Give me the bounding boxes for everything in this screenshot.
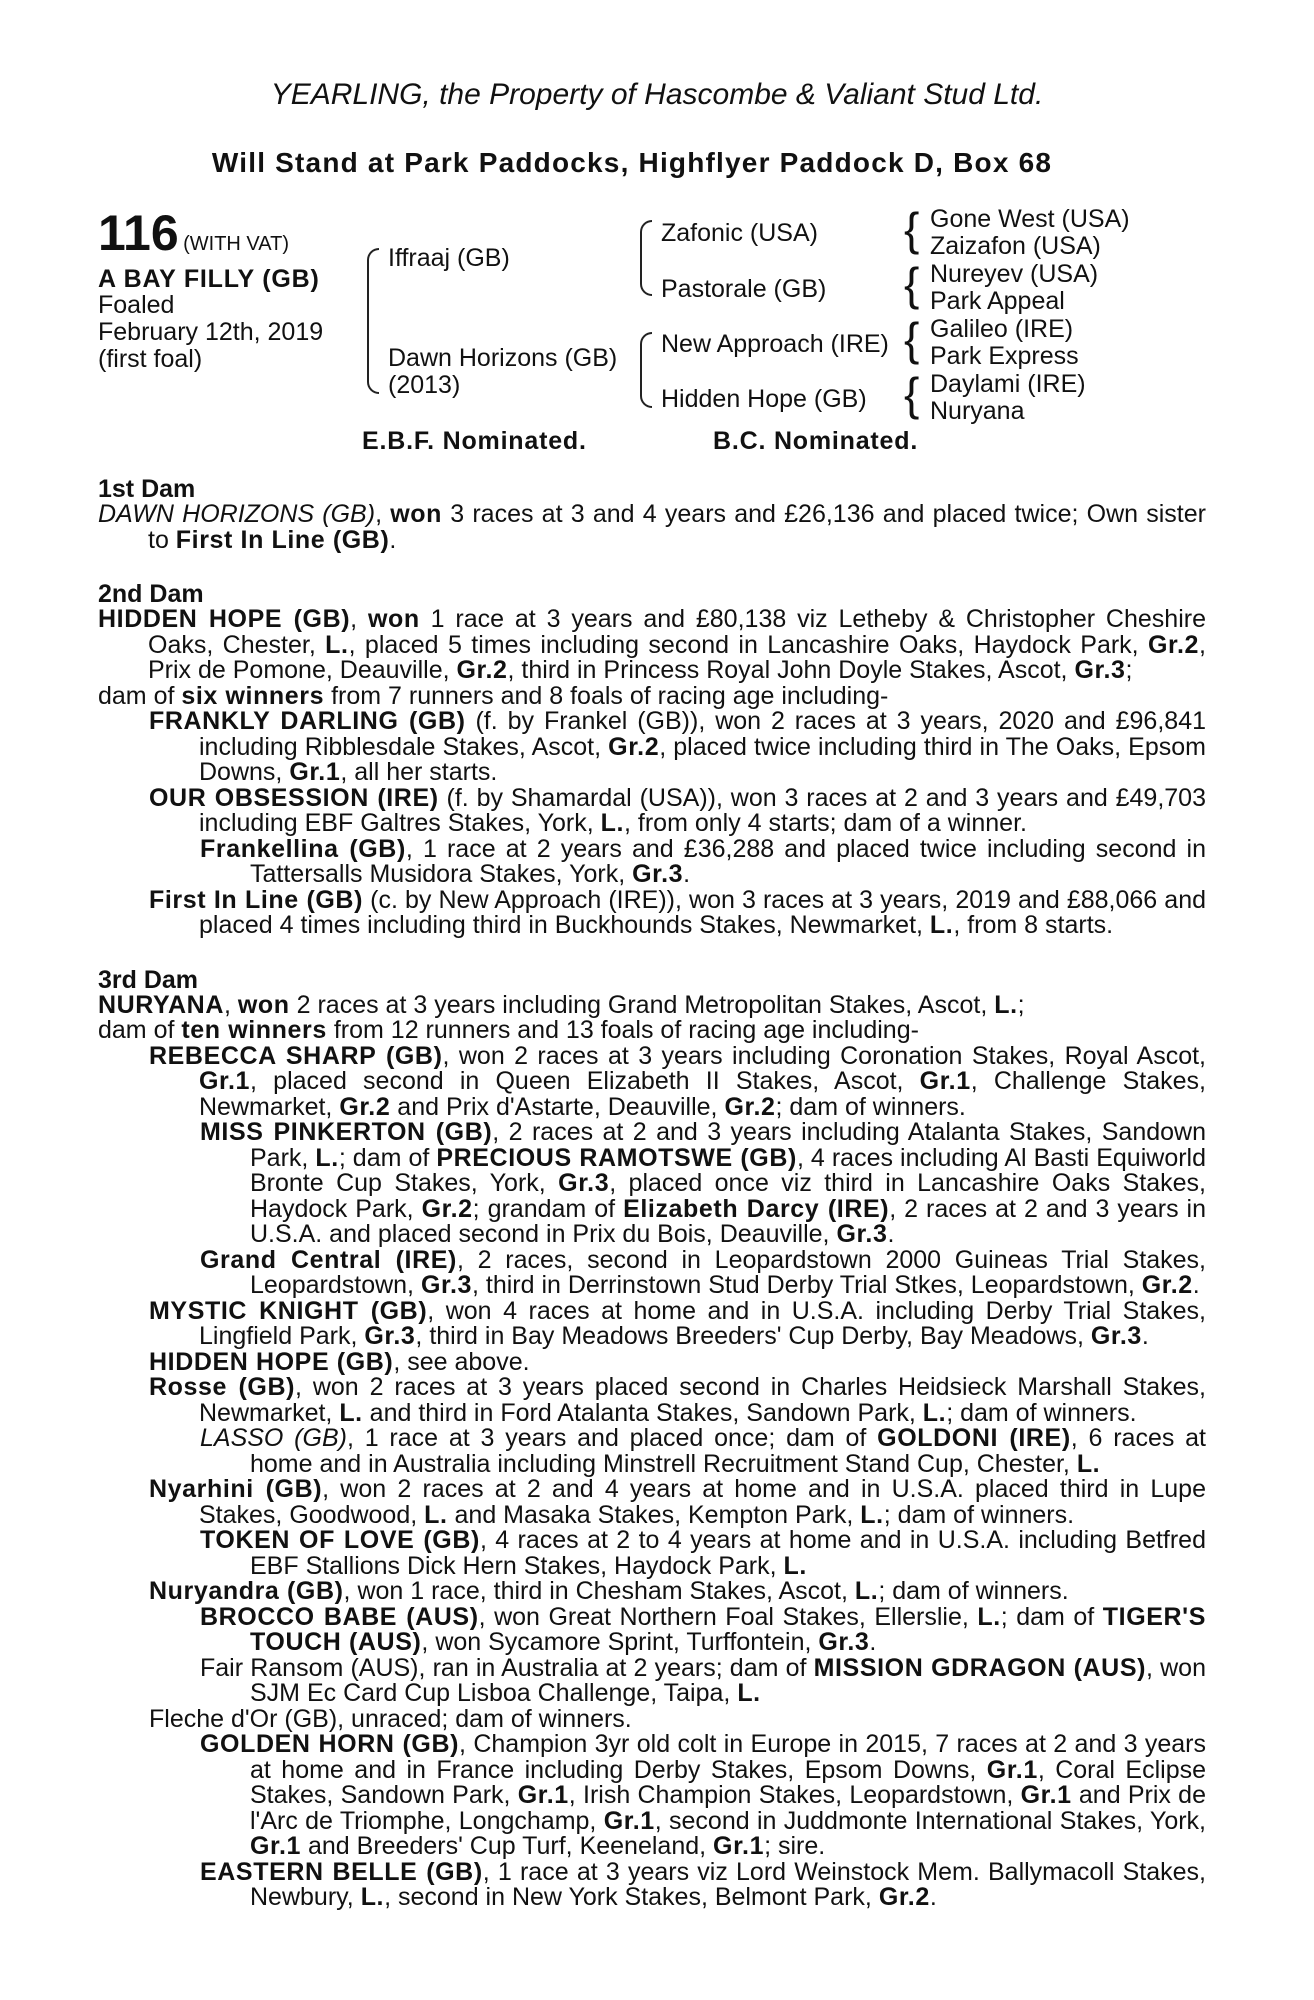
produce-entry: Nuryandra (GB), won 1 race, third in Chesham Stakes, Ascot, L.; dam of winners. <box>149 1577 1069 1605</box>
produce-entry: EASTERN BELLE (GB), 1 race at 3 years viz Lord Weinstock Mem. Ballymacoll Stakes, Newbury, L., second in New York Stakes, Belmont Park, Gr.2. <box>200 1857 1206 1911</box>
pedigree-bracket-1 <box>367 248 379 394</box>
produce-entry: Nyarhini (GB), won 2 races at 2 and 4 years at home and in U.S.A. placed third in Lupe Stakes, Goodwood, L. and Masaka Stakes, Kempton Park, L.; dam of winners. <box>149 1475 1206 1529</box>
pedigree-bracket-2b <box>640 332 652 408</box>
pedigree-bracket-2a <box>640 220 652 296</box>
first-dam-paragraph: DAWN HORIZONS (GB), won 3 races at 3 and 4 years and £26,136 and placed twice; Own sister to First In Line (GB). <box>98 500 1206 554</box>
produce-entry: Rosse (GB), won 2 races at 3 years placed second in Charles Heidsieck Marshall Stakes, Newmarket, L. and third in Ford Atalanta Stakes, Sandown Park, L.; dam of winners. <box>149 1373 1206 1427</box>
produce-entry: HIDDEN HOPE (GB), see above. <box>149 1347 530 1376</box>
lot-number: 116 <box>98 205 179 261</box>
pedigree-brace-1: { <box>904 203 920 255</box>
sire: Iffraaj (GB) <box>388 244 510 272</box>
produce-entry: FRANKLY DARLING (GB) (f. by Frankel (GB)), won 2 races at 3 years, 2020 and £96,841 including Ribblesdale Stakes, Ascot, Gr.2, placed twice including third in The Oaks, Epsom Downs, Gr.1, all her starts. <box>149 707 1206 786</box>
dam: Dawn Horizons (GB) <box>388 344 618 372</box>
produce-entry: GOLDEN HORN (GB), Champion 3yr old colt in Europe in 2015, 7 races at 2 and 3 years at home and in France including Derby Stakes, Epsom Downs, Gr.1, Coral Eclipse Stakes, Sandown Park, Gr.1, Irish Champion Stakes, Leopardstown, Gr.1 and Prix de l'Arc de Triomphe, Longchamp, Gr.1, second in Juddmonte International Stakes, York, Gr.1 and Breeders' Cup Turf, Keeneland, Gr.1; sire. <box>200 1730 1207 1860</box>
produce-entry: Frankellina (GB), 1 race at 2 years and £36,288 and placed twice including second in Tattersalls Musidora Stakes, York, Gr.3. <box>200 834 1206 888</box>
sire-dam: Pastorale (GB) <box>661 275 827 303</box>
foaled-date: February 12th, 2019 <box>98 318 324 346</box>
foaled-label: Foaled <box>98 291 175 319</box>
page-title: YEARLING, the Property of Hascombe & Valiant Stud Ltd. <box>270 78 1044 111</box>
dam-dam: Hidden Hope (GB) <box>661 385 867 413</box>
great-grandsire-3: Galileo (IRE) <box>930 315 1074 343</box>
great-granddam-3: Park Express <box>930 342 1079 370</box>
section-title-second-dam: 2nd Dam <box>98 580 204 608</box>
pedigree-brace-3: { <box>904 313 920 365</box>
produce-entry: Fair Ransom (AUS), ran in Australia at 2 years; dam of MISSION GDRAGON (AUS), won SJM Ec Card Cup Lisboa Challenge, Taipa, L. <box>200 1653 1206 1707</box>
ebf-nomination: E.B.F. Nominated. <box>362 427 587 455</box>
produce-entry: First In Line (GB) (c. by New Approach (IRE)), won 3 races at 3 years, 2019 and £88,066 and placed 4 times including third in Buckhounds Stakes, Newmarket, L., from 8 starts. <box>149 885 1207 939</box>
great-granddam-2: Park Appeal <box>930 287 1065 315</box>
pedigree-notes <box>98 476 1206 1911</box>
great-grandsire-4: Daylami (IRE) <box>930 370 1086 398</box>
sire-sire: Zafonic (USA) <box>661 219 818 247</box>
produce-entry: BROCCO BABE (AUS), won Great Northern Foal Stakes, Ellerslie, L.; dam of TIGER'S TOUCH (AUS), won Sycamore Sprint, Turffontein, Gr.3. <box>200 1602 1206 1656</box>
second-dam-produce-summary: dam of six winners from 7 runners and 8 foals of racing age including- <box>98 681 889 710</box>
third-dam-paragraph: NURYANA, won 2 races at 3 years including Grand Metropolitan Stakes, Ascot, L.; <box>98 990 1025 1019</box>
section-title-third-dam: 3rd Dam <box>98 965 199 994</box>
produce-entry: LASSO (GB), 1 race at 3 years and placed once; dam of GOLDONI (IRE), 6 races at home and in Australia including Minstrell Recruitment Stand Cup, Chester, L. <box>200 1424 1207 1478</box>
produce-entry: Grand Central (IRE), 2 races, second in Leopardstown 2000 Guineas Trial Stakes, Leopardstown, Gr.3, third in Derrinstown Stud Derby Trial Stkes, Leopardstown, Gr.2. <box>200 1245 1207 1299</box>
produce-entry: TOKEN OF LOVE (GB), 4 races at 2 to 4 years at home and in U.S.A. including Betfred EBF Stallions Dick Hern Stakes, Haydock Park, L. <box>200 1526 1206 1580</box>
produce-entry: MISS PINKERTON (GB), 2 races at 2 and 3 years including Atalanta Stakes, Sandown Park, L.; dam of PRECIOUS RAMOTSWE (GB), 4 races including Al Basti Equiworld Bronte Cup Stakes, York, Gr.3, placed once viz third in Lancashire Oaks Stakes, Haydock Park, Gr.2; grandam of Elizabeth Darcy (IRE), 2 races at 2 and 3 years in U.S.A. and placed second in Prix du Bois, Deauville, Gr.3. <box>200 1118 1207 1248</box>
pedigree-brace-2: { <box>904 258 920 310</box>
foal-note: (first foal) <box>98 345 203 373</box>
produce-entry: REBECCA SHARP (GB), won 2 races at 3 years including Coronation Stakes, Royal Ascot, Gr.1, placed second in Queen Elizabeth II Stakes, Ascot, Gr.1, Challenge Stakes, Newmarket, Gr.2 and Prix d'Astarte, Deauville, Gr.2; dam of winners. <box>149 1041 1206 1121</box>
third-dam-produce-summary: dam of ten winners from 12 runners and 13 foals of racing age including- <box>98 1016 919 1044</box>
produce-entry: Fleche d'Or (GB), unraced; dam of winners. <box>149 1704 632 1733</box>
stable-location: Will Stand at Park Paddocks, Highflyer Paddock D, Box 68 <box>211 147 1053 178</box>
produce-entry: MYSTIC KNIGHT (GB), won 4 races at home and in U.S.A. including Derby Trial Stakes, Lingfield Park, Gr.3, third in Bay Meadows Breeders' Cup Derby, Bay Meadows, Gr.3. <box>149 1296 1206 1350</box>
horse-name: A BAY FILLY (GB) <box>98 265 320 293</box>
bc-nomination: B.C. Nominated. <box>713 427 919 455</box>
great-granddam-1: Zaizafon (USA) <box>930 232 1101 260</box>
lot-number-line <box>98 204 289 262</box>
pedigree-brace-4: { <box>904 368 920 420</box>
second-dam-paragraph: HIDDEN HOPE (GB), won 1 race at 3 years and £80,138 viz Letheby & Christopher Cheshire Oaks, Chester, L., placed 5 times including second in Lancashire Oaks, Haydock Park, Gr.2, Prix de Pomone, Deauville, Gr.2, third in Princess Royal John Doyle Stakes, Ascot, Gr.3; <box>98 605 1206 684</box>
produce-entry: OUR OBSESSION (IRE) (f. by Shamardal (USA)), won 3 races at 2 and 3 years and £49,703 including EBF Galtres Stakes, York, L., from only 4 starts; dam of a winner. <box>149 783 1206 837</box>
great-grandsire-2: Nureyev (USA) <box>930 260 1099 288</box>
great-granddam-4: Nuryana <box>930 397 1025 425</box>
section-title-first-dam: 1st Dam <box>98 475 196 503</box>
dam-sire: New Approach (IRE) <box>661 330 889 358</box>
vat-note: (WITH VAT) <box>183 233 290 255</box>
dam-year: (2013) <box>388 371 461 399</box>
great-grandsire-1: Gone West (USA) <box>930 205 1130 233</box>
